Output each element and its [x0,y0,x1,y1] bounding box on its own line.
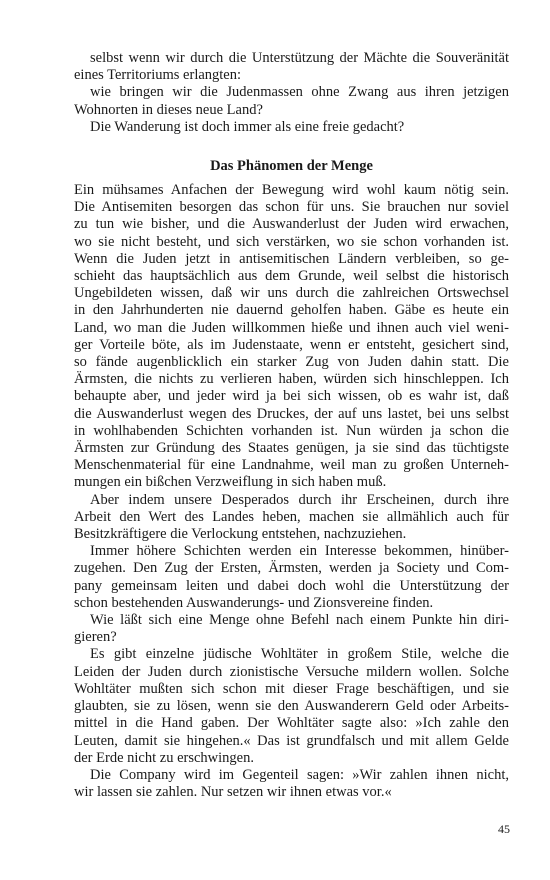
text-line: Wenn die Juden jetzt in antisemitischen Ländern verbleiben, so ge- [74,250,509,267]
text-line: Land, wo man die Juden willkommen hieße und ihnen auch viel weni- [74,319,509,336]
text-line: Leuten, damit sie hingehen.« Das ist grundfalsch und mit allem Gelde [74,732,509,749]
intro-text [74,50,509,136]
text-line: mittel in die Hand gaben. Der Wohltäter sagte also: »Ich zahle den [74,715,509,732]
text-line: Wohnorten in dieses neue Land? [74,101,263,118]
text-line: wir lassen sie zahlen. Nur setzen wir ihnen etwas vor.« [74,784,392,801]
text-line: mungen ein bißchen Verzweiflung in sich haben muß. [74,474,387,491]
text-line: Wie läßt sich eine Menge ohne Befehl nach einem Punkte hin diri- [90,612,509,629]
text-line: wie bringen wir die Judenmassen ohne Zwang aus ihren jetzigen [90,84,509,101]
text-line: behaupte aber, und jeder wird ja bei sich wissen, ob es wahr ist, daß [74,388,509,405]
text-line: Ein mühsames Anfachen der Bewegung wird wohl kaum nötig sein. [74,182,509,198]
text-line: Aber indem unsere Desperados durch ihr Erscheinen, durch ihre [90,491,509,508]
text-line: die Auswanderlust wegen des Druckes, der auf uns lastet, bei uns selbst [74,405,509,422]
text-line: eines Territoriums erlangten: [74,67,242,84]
text-line: Arbeit den Wert des Landes heben, machen sie allmählich auch für [74,508,509,525]
main-text [74,182,509,801]
text-line: Wohltäter mußten sich schon mit dieser Frage beschäftigen, und sie [74,680,509,697]
text-line: so fände augenblicklich ein starker Zug von Juden dahin statt. Die [74,354,509,371]
text-line: ger Vorteile böte, als im Judenstaate, wenn er entsteht, gesichert sind, [74,336,509,353]
section-heading: Das Phänomen der Menge [210,158,373,174]
text-line: in den Jahrhunderten nie dauernd geholfen haben. Gäbe es heute ein [74,302,509,319]
text-line: glaubten, sie zu lösen, wenn sie den Auswanderern Geld oder Arbeits- [74,698,509,715]
text-line: Ärmsten, die nichts zu verlieren haben, würden sich hinschleppen. Ich [74,371,509,388]
text-line: Die Wanderung ist doch immer als eine freie gedacht? [90,118,405,135]
text-line: gieren? [74,629,117,646]
text-line: Die Antisemiten besorgen das schon für uns. Sie brauchen nur soviel [74,199,509,216]
text-line: zu tun wie bisher, und die Auswanderlust der Juden wird erwachen, [74,216,509,233]
text-line: Ärmsten zur Gründung des Staates genügen, ja sie sind das tüchtigste [74,440,509,457]
text-line: zugehen. Den Zug der Ersten, Ärmsten, werden ja Society und Com- [74,560,509,577]
text-line: in wohlhabenden Schichten vorhanden ist. Nun würden ja schon die [74,422,509,439]
text-line: schieht das hauptsächlich aus dem Grunde, weil selbst die historisch [74,268,509,285]
page-number: 45 [498,822,510,836]
text-line: der Erde nicht zu erschwingen. [74,749,254,766]
text-line: Es gibt einzelne jüdische Wohltäter in großem Stile, welche die [90,646,509,663]
text-line: selbst wenn wir durch die Unterstützung der Mächte die Souveränität [90,50,509,66]
text-line: schon bestehenden Auswanderungs- und Zionsvereine finden. [74,594,434,611]
text-line: Menschenmaterial für eine Landnahme, weil man zu großen Unterneh- [74,457,509,474]
text-line: Die Company wird im Gegenteil sagen: »Wir zahlen ihnen nicht, [90,766,509,783]
text-line: Leiden der Juden durch zionistische Versuche mildern wollen. Solche [74,663,509,680]
text-line: Besitzkräftigere die Verlockung entstehen, nachzuziehen. [74,526,407,543]
text-line: pany gemeinsam leiten und dabei doch wohl die Unterstützung der [74,577,509,594]
text-line: wo sie nicht besteht, und sich verstärken, wo sie schon vorhanden ist. [74,233,509,250]
text-line: Immer höhere Schichten werden ein Interesse bekommen, hinüber- [90,543,509,560]
text-line: Ungebildeten wissen, daß wir uns durch die zahlreichen Ortswechsel [74,285,509,302]
